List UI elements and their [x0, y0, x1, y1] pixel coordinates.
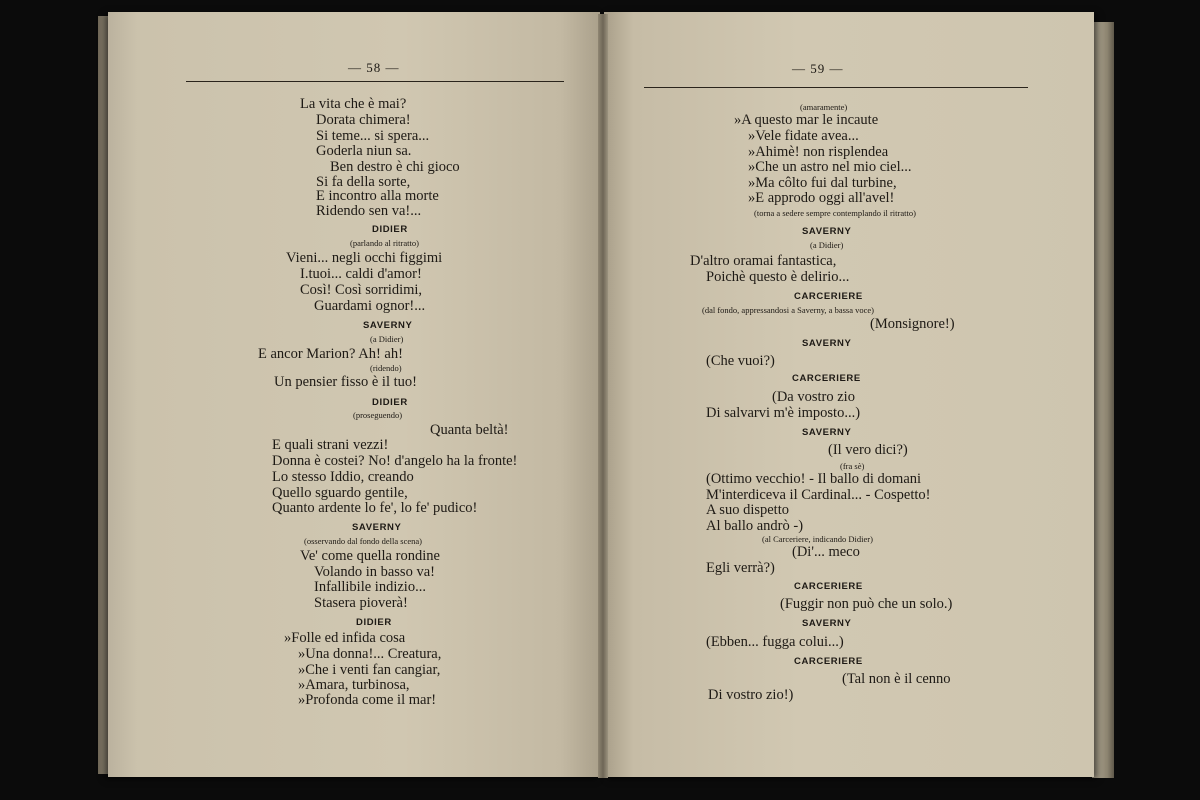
verse-line: M'interdiceva il Cardinal... - Cospetto!: [706, 487, 931, 503]
header-rule: [186, 81, 564, 82]
speaker-name: CARCERIERE: [792, 373, 861, 384]
speaker-name: SAVERNY: [363, 320, 413, 331]
verse-line: Ve' come quella rondine: [300, 548, 440, 564]
verse-line: (Da vostro zio: [772, 389, 855, 405]
verse-line: A suo dispetto: [706, 502, 789, 518]
verse-line: Così! Così sorridimi,: [300, 282, 423, 298]
verse-line: (Il vero dici?): [828, 442, 908, 458]
verse-line: Quanta beltà!: [430, 422, 509, 438]
stage-direction: (ridendo): [370, 363, 402, 373]
speaker-name: DIDIER: [372, 397, 408, 408]
stage-direction: (amaramente): [800, 102, 848, 112]
verse-line: »Vele fidate avea...: [748, 128, 859, 144]
verse-line: Di salvarvi m'è imposto...): [706, 405, 861, 421]
stage-direction: (al Carceriere, indicando Didier): [762, 534, 873, 544]
verse-line: Si teme... si spera...: [316, 128, 430, 144]
verse-line: D'altro oramai fantastica,: [690, 253, 837, 269]
stage-direction: (a Didier): [810, 240, 844, 250]
verse-line: »Che un astro nel mio ciel...: [748, 159, 912, 175]
stage-direction: (dal fondo, appressandosi a Saverny, a bassa voce): [702, 305, 874, 315]
verse-line: »Ahimè! non risplendea: [748, 144, 889, 160]
right-page-stack: [1092, 22, 1114, 778]
verse-line: Di vostro zio!): [708, 687, 794, 703]
verse-line: (Ebben... fugga colui...): [706, 634, 844, 650]
right-page: [604, 12, 1094, 777]
verse-line: E quali strani vezzi!: [272, 437, 389, 453]
stage-direction: (a Didier): [370, 334, 404, 344]
verse-line: Infallibile indizio...: [314, 579, 426, 595]
verse-line: E incontro alla morte: [316, 188, 439, 204]
verse-line: Poichè questo è delirio...: [706, 269, 850, 285]
stage-direction: (parlando al ritratto): [350, 238, 419, 248]
left-page: [108, 12, 600, 777]
speaker-name: DIDIER: [372, 224, 408, 235]
verse-line: (Fuggir non può che un solo.): [780, 596, 953, 612]
verse-line: (Di'... meco: [792, 544, 860, 560]
verse-line: Stasera pioverà!: [314, 595, 408, 611]
speaker-name: CARCERIERE: [794, 581, 863, 592]
verse-line: Goderla niun sa.: [316, 143, 412, 159]
verse-line: (Che vuoi?): [706, 353, 775, 369]
speaker-name: CARCERIERE: [794, 291, 863, 302]
stage-direction: (osservando dal fondo della scena): [304, 536, 423, 546]
verse-line: La vita che è mai?: [300, 96, 407, 112]
header-rule: [644, 87, 1028, 88]
verse-line: »Profonda come il mar!: [298, 692, 437, 708]
book-gutter: [598, 14, 608, 778]
verse-line: Al ballo andrò -): [706, 518, 804, 534]
page-number: — 59 —: [792, 61, 844, 76]
speaker-name: DIDIER: [356, 617, 392, 628]
verse-line: Un pensier fisso è il tuo!: [274, 374, 417, 390]
verse-line: Vieni... negli occhi figgimi: [286, 250, 443, 266]
verse-line: (Monsignore!): [870, 316, 955, 332]
stage-direction: (proseguendo): [353, 410, 403, 420]
verse-line: Lo stesso Iddio, creando: [272, 469, 414, 485]
verse-line: »Ma côlto fui dal turbine,: [748, 175, 897, 191]
verse-line: Donna è costei? No! d'angelo ha la fronte!: [272, 453, 518, 469]
speaker-name: SAVERNY: [802, 338, 852, 349]
verse-line: (Tal non è il cenno: [842, 671, 951, 687]
verse-line: Ridendo sen va!...: [316, 203, 422, 219]
speaker-name: SAVERNY: [802, 618, 852, 629]
verse-line: »Folle ed infida cosa: [284, 630, 406, 646]
verse-line: »A questo mar le incaute: [734, 112, 879, 128]
verse-line: (Ottimo vecchio! - Il ballo di domani: [706, 471, 922, 487]
speaker-name: SAVERNY: [802, 226, 852, 237]
verse-line: »Che i venti fan cangiar,: [298, 662, 441, 678]
verse-line: Egli verrà?): [706, 560, 775, 576]
speaker-name: CARCERIERE: [794, 656, 863, 667]
stage-direction: (torna a sedere sempre contemplando il ritratto): [754, 208, 916, 218]
verse-line: Si fa della sorte,: [316, 174, 411, 190]
verse-line: Quanto ardente lo fe', lo fe' pudico!: [272, 500, 478, 516]
verse-line: Quello sguardo gentile,: [272, 485, 408, 501]
speaker-name: SAVERNY: [802, 427, 852, 438]
verse-line: I.tuoi... caldi d'amor!: [300, 266, 422, 282]
verse-line: Dorata chimera!: [316, 112, 411, 128]
verse-line: Guardami ognor!...: [314, 298, 426, 314]
verse-line: »Amara, turbinosa,: [298, 677, 410, 693]
verse-line: Ben destro è chi gioco: [330, 159, 460, 175]
page-number: — 58 —: [348, 60, 400, 75]
verse-line: »E approdo oggi all'avel!: [748, 190, 895, 206]
stage-direction: (fra sè): [840, 461, 865, 471]
verse-line: E ancor Marion? Ah! ah!: [258, 346, 403, 362]
speaker-name: SAVERNY: [352, 522, 402, 533]
verse-line: Volando in basso va!: [314, 564, 435, 580]
verse-line: »Una donna!... Creatura,: [298, 646, 442, 662]
